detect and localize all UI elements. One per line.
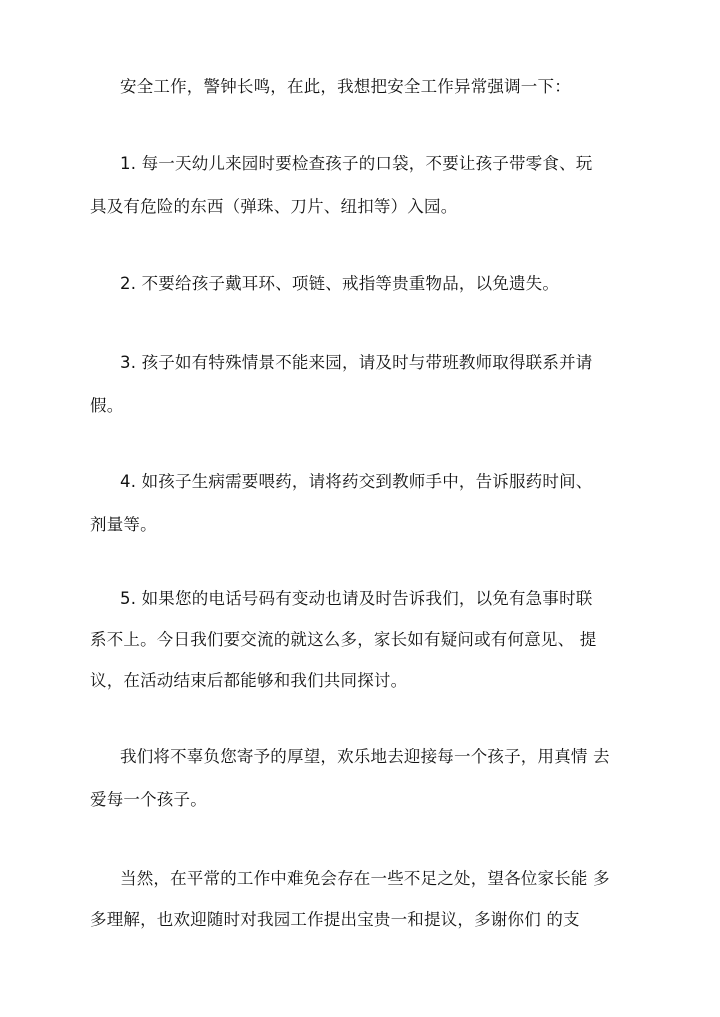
closing-line-2: 多理解，也欢迎随时对我园工作提出宝贵一和提议，多谢你们 的支 (90, 910, 580, 929)
item-5-line-1: 5. 如果您的电话号码有变动也请及时告诉我们，以免有急事时联 (120, 589, 593, 608)
promise-line-2: 爱每一个孩子。 (90, 790, 207, 809)
promise-line-1: 我们将不辜负您寄予的厚望，欢乐地去迎接每一个孩子，用真情 去 (120, 747, 610, 766)
closing-line-1: 当然，在平常的工作中难免会存在一些不足之处，望各位家长能 多 (120, 869, 610, 888)
item-3-line-2: 假。 (90, 396, 124, 415)
item-1-line-2: 具及有危险的东西（弹珠、刀片、纽扣等）入园。 (90, 197, 458, 216)
item-2-line-1: 2. 不要给孩子戴耳环、项链、戒指等贵重物品，以免遗失。 (120, 274, 560, 293)
intro-line: 安全工作，警钟长鸣，在此，我想把安全工作异常强调一下： (120, 77, 571, 96)
item-5-line-2: 系不上。今日我们要交流的就这么多，家长如有疑问或有何意见、 提 (90, 630, 597, 649)
item-5-line-3: 议，在活动结束后都能够和我们共同探讨。 (90, 671, 408, 690)
item-4-line-2: 剂量等。 (90, 515, 157, 534)
item-1-line-1: 1. 每一天幼儿来园时要检查孩子的口袋，不要让孩子带零食、玩 (120, 154, 593, 173)
item-3-line-1: 3. 孩子如有特殊情景不能来园，请及时与带班教师取得联系并请 (120, 353, 593, 372)
item-4-line-1: 4. 如孩子生病需要喂药，请将药交到教师手中，告诉服药时间、 (120, 472, 593, 491)
